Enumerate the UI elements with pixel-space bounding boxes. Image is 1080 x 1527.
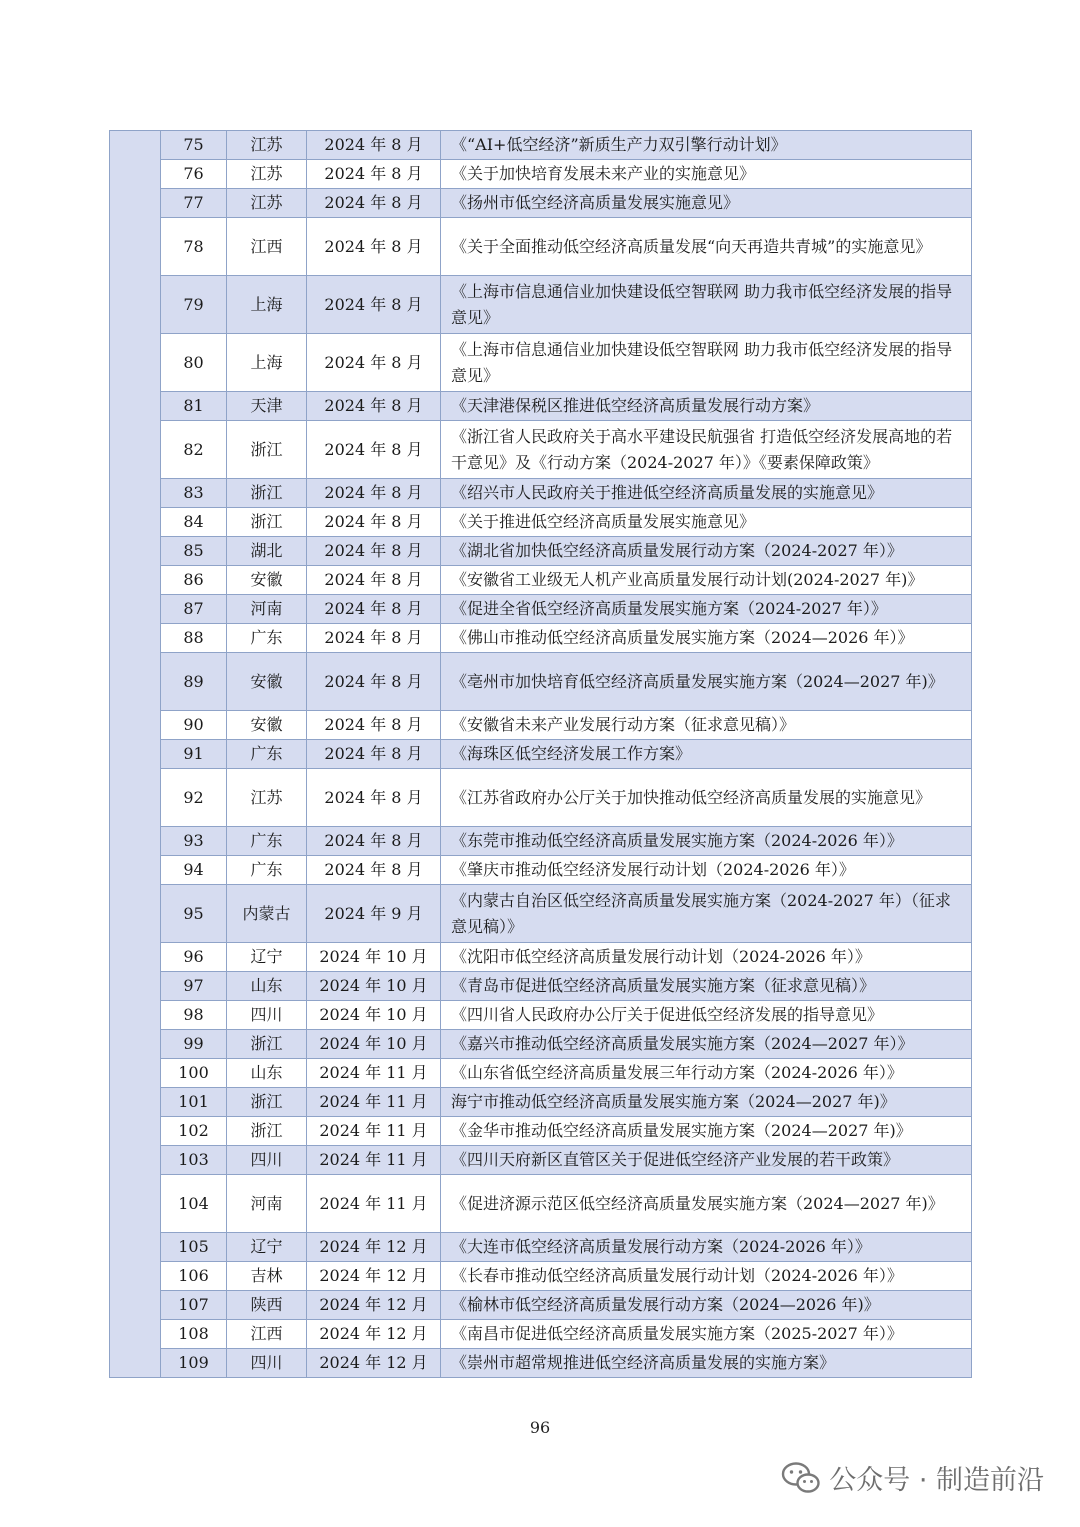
policy-title-cell: 《天津港保税区推进低空经济高质量发展行动方案》 — [441, 392, 972, 421]
row-number-cell: 90 — [161, 711, 227, 740]
province-cell: 浙江 — [227, 421, 307, 479]
row-number-cell: 84 — [161, 508, 227, 537]
province-cell: 辽宁 — [227, 943, 307, 972]
row-number-cell: 95 — [161, 885, 227, 943]
row-number-cell: 87 — [161, 595, 227, 624]
policy-title-cell: 《长春市推动低空经济高质量发展行动计划（2024-2026 年）》 — [441, 1262, 972, 1291]
province-cell: 安徽 — [227, 566, 307, 595]
date-cell: 2024 年 8 月 — [307, 421, 441, 479]
row-number-cell: 94 — [161, 856, 227, 885]
province-cell: 四川 — [227, 1349, 307, 1378]
date-cell: 2024 年 10 月 — [307, 972, 441, 1001]
date-cell: 2024 年 10 月 — [307, 943, 441, 972]
row-number-cell: 83 — [161, 479, 227, 508]
policy-title-cell: 《亳州市加快培育低空经济高质量发展实施方案（2024—2027 年)》 — [441, 653, 972, 711]
row-number-cell: 88 — [161, 624, 227, 653]
date-cell: 2024 年 12 月 — [307, 1262, 441, 1291]
date-cell: 2024 年 8 月 — [307, 392, 441, 421]
province-cell: 山东 — [227, 972, 307, 1001]
policy-title-cell: 《关于加快培育发展未来产业的实施意见》 — [441, 160, 972, 189]
date-cell: 2024 年 8 月 — [307, 566, 441, 595]
row-number-cell: 102 — [161, 1117, 227, 1146]
table-row — [110, 972, 972, 1001]
table-row — [110, 1349, 972, 1378]
table-row — [110, 160, 972, 189]
province-cell: 江西 — [227, 1320, 307, 1349]
province-cell: 安徽 — [227, 653, 307, 711]
category-cell — [110, 131, 161, 1378]
policy-title-cell: 《促进济源示范区低空经济高质量发展实施方案（2024—2027 年)》 — [441, 1175, 972, 1233]
date-cell: 2024 年 8 月 — [307, 131, 441, 160]
policy-title-cell: 《嘉兴市推动低空经济高质量发展实施方案（2024—2027 年）》 — [441, 1030, 972, 1059]
province-cell: 江苏 — [227, 131, 307, 160]
table-row — [110, 508, 972, 537]
footer-account-label: 公众号 · 制造前沿 — [829, 1465, 1044, 1496]
table-row — [110, 334, 972, 392]
table-row — [110, 885, 972, 943]
policy-title-cell: 《安徽省未来产业发展行动方案（征求意见稿）》 — [441, 711, 972, 740]
row-number-cell: 93 — [161, 827, 227, 856]
table-row — [110, 653, 972, 711]
province-cell: 天津 — [227, 392, 307, 421]
policy-title-cell: 《四川省人民政府办公厅关于促进低空经济发展的指导意见》 — [441, 1001, 972, 1030]
table-row — [110, 218, 972, 276]
date-cell: 2024 年 9 月 — [307, 885, 441, 943]
province-cell: 安徽 — [227, 711, 307, 740]
province-cell: 浙江 — [227, 1117, 307, 1146]
province-cell: 广东 — [227, 856, 307, 885]
wechat-footer — [781, 1458, 1044, 1497]
table-row — [110, 421, 972, 479]
table-row — [110, 1059, 972, 1088]
date-cell: 2024 年 12 月 — [307, 1233, 441, 1262]
policy-title-cell: 《促进全省低空经济高质量发展实施方案（2024-2027 年）》 — [441, 595, 972, 624]
date-cell: 2024 年 8 月 — [307, 537, 441, 566]
policy-title-cell: 《关于推进低空经济高质量发展实施意见》 — [441, 508, 972, 537]
row-number-cell: 109 — [161, 1349, 227, 1378]
date-cell: 2024 年 8 月 — [307, 479, 441, 508]
policy-title-cell: 《“AI+低空经济”新质生产力双引擎行动计划》 — [441, 131, 972, 160]
policy-title-cell: 《四川天府新区直管区关于促进低空经济产业发展的若干政策》 — [441, 1146, 972, 1175]
table-row — [110, 769, 972, 827]
policy-title-cell: 《上海市信息通信业加快建设低空智联网 助力我市低空经济发展的指导意见》 — [441, 334, 972, 392]
row-number-cell: 81 — [161, 392, 227, 421]
row-number-cell: 86 — [161, 566, 227, 595]
table-row — [110, 566, 972, 595]
row-number-cell: 79 — [161, 276, 227, 334]
table-row — [110, 1001, 972, 1030]
policy-title-cell: 海宁市推动低空经济高质量发展实施方案（2024—2027 年)》 — [441, 1088, 972, 1117]
row-number-cell: 96 — [161, 943, 227, 972]
policy-title-cell: 《内蒙古自治区低空经济高质量发展实施方案（2024-2027 年）（征求意见稿）》 — [441, 885, 972, 943]
province-cell: 吉林 — [227, 1262, 307, 1291]
table-row — [110, 1291, 972, 1320]
row-number-cell: 101 — [161, 1088, 227, 1117]
province-cell: 江西 — [227, 218, 307, 276]
policy-title-cell: 《江苏省政府办公厅关于加快推动低空经济高质量发展的实施意见》 — [441, 769, 972, 827]
province-cell: 江苏 — [227, 189, 307, 218]
row-number-cell: 106 — [161, 1262, 227, 1291]
table-row — [110, 537, 972, 566]
province-cell: 上海 — [227, 334, 307, 392]
policy-title-cell: 《湖北省加快低空经济高质量发展行动方案（2024-2027 年）》 — [441, 537, 972, 566]
row-number-cell: 85 — [161, 537, 227, 566]
date-cell: 2024 年 12 月 — [307, 1349, 441, 1378]
row-number-cell: 82 — [161, 421, 227, 479]
policy-title-cell: 《佛山市推动低空经济高质量发展实施方案（2024—2026 年）》 — [441, 624, 972, 653]
page-number: 96 — [529, 1418, 551, 1437]
row-number-cell: 97 — [161, 972, 227, 1001]
policy-title-cell: 《金华市推动低空经济高质量发展实施方案（2024—2027 年)》 — [441, 1117, 972, 1146]
province-cell: 浙江 — [227, 508, 307, 537]
row-number-cell: 100 — [161, 1059, 227, 1088]
policy-title-cell: 《浙江省人民政府关于高水平建设民航强省 打造低空经济发展高地的若干意见》及《行动方案（2024-2027 年）》《要素保障政策》 — [441, 421, 972, 479]
date-cell: 2024 年 12 月 — [307, 1291, 441, 1320]
date-cell: 2024 年 10 月 — [307, 1001, 441, 1030]
province-cell: 上海 — [227, 276, 307, 334]
row-number-cell: 76 — [161, 160, 227, 189]
row-number-cell: 107 — [161, 1291, 227, 1320]
table-row — [110, 479, 972, 508]
row-number-cell: 105 — [161, 1233, 227, 1262]
date-cell: 2024 年 8 月 — [307, 160, 441, 189]
row-number-cell: 91 — [161, 740, 227, 769]
date-cell: 2024 年 11 月 — [307, 1175, 441, 1233]
row-number-cell: 108 — [161, 1320, 227, 1349]
policy-title-cell: 《扬州市低空经济高质量发展实施意见》 — [441, 189, 972, 218]
date-cell: 2024 年 11 月 — [307, 1146, 441, 1175]
table-row — [110, 1262, 972, 1291]
policy-title-cell: 《海珠区低空经济发展工作方案》 — [441, 740, 972, 769]
table-row — [110, 1146, 972, 1175]
policy-title-cell: 《榆林市低空经济高质量发展行动方案（2024—2026 年)》 — [441, 1291, 972, 1320]
date-cell: 2024 年 8 月 — [307, 508, 441, 537]
row-number-cell: 98 — [161, 1001, 227, 1030]
table-row — [110, 1088, 972, 1117]
row-number-cell: 99 — [161, 1030, 227, 1059]
province-cell: 浙江 — [227, 1088, 307, 1117]
province-cell: 湖北 — [227, 537, 307, 566]
table-row — [110, 276, 972, 334]
province-cell: 内蒙古 — [227, 885, 307, 943]
policy-title-cell: 《肇庆市推动低空经济发展行动计划（2024-2026 年）》 — [441, 856, 972, 885]
date-cell: 2024 年 8 月 — [307, 276, 441, 334]
date-cell: 2024 年 8 月 — [307, 827, 441, 856]
row-number-cell: 78 — [161, 218, 227, 276]
policy-title-cell: 《关于全面推动低空经济高质量发展“向天再造共青城”的实施意见》 — [441, 218, 972, 276]
date-cell: 2024 年 8 月 — [307, 740, 441, 769]
date-cell: 2024 年 8 月 — [307, 595, 441, 624]
table-row — [110, 827, 972, 856]
province-cell: 山东 — [227, 1059, 307, 1088]
table-row — [110, 392, 972, 421]
date-cell: 2024 年 8 月 — [307, 653, 441, 711]
row-number-cell: 92 — [161, 769, 227, 827]
date-cell: 2024 年 8 月 — [307, 218, 441, 276]
date-cell: 2024 年 8 月 — [307, 711, 441, 740]
date-cell: 2024 年 11 月 — [307, 1117, 441, 1146]
province-cell: 陕西 — [227, 1291, 307, 1320]
policy-title-cell: 《上海市信息通信业加快建设低空智联网 助力我市低空经济发展的指导意见》 — [441, 276, 972, 334]
date-cell: 2024 年 8 月 — [307, 856, 441, 885]
province-cell: 河南 — [227, 595, 307, 624]
date-cell: 2024 年 11 月 — [307, 1059, 441, 1088]
policy-title-cell: 《青岛市促进低空经济高质量发展实施方案（征求意见稿）》 — [441, 972, 972, 1001]
table-row — [110, 189, 972, 218]
table-row — [110, 1117, 972, 1146]
row-number-cell: 104 — [161, 1175, 227, 1233]
policy-title-cell: 《沈阳市低空经济高质量发展行动计划（2024-2026 年）》 — [441, 943, 972, 972]
province-cell: 浙江 — [227, 1030, 307, 1059]
table-row — [110, 1320, 972, 1349]
table-row — [110, 1030, 972, 1059]
table-row — [110, 131, 972, 160]
table-row — [110, 856, 972, 885]
province-cell: 四川 — [227, 1001, 307, 1030]
table-row — [110, 624, 972, 653]
policy-table — [109, 130, 972, 1378]
row-number-cell: 77 — [161, 189, 227, 218]
province-cell: 广东 — [227, 827, 307, 856]
province-cell: 广东 — [227, 624, 307, 653]
row-number-cell: 103 — [161, 1146, 227, 1175]
province-cell: 河南 — [227, 1175, 307, 1233]
policy-title-cell: 《安徽省工业级无人机产业高质量发展行动计划(2024-2027 年)》 — [441, 566, 972, 595]
table-row — [110, 1233, 972, 1262]
date-cell: 2024 年 12 月 — [307, 1320, 441, 1349]
wechat-icon — [781, 1461, 821, 1495]
date-cell: 2024 年 8 月 — [307, 769, 441, 827]
policy-title-cell: 《山东省低空经济高质量发展三年行动方案（2024-2026 年）》 — [441, 1059, 972, 1088]
province-cell: 四川 — [227, 1146, 307, 1175]
date-cell: 2024 年 8 月 — [307, 189, 441, 218]
policy-title-cell: 《绍兴市人民政府关于推进低空经济高质量发展的实施意见》 — [441, 479, 972, 508]
policy-title-cell: 《大连市低空经济高质量发展行动方案（2024-2026 年）》 — [441, 1233, 972, 1262]
date-cell: 2024 年 11 月 — [307, 1088, 441, 1117]
policy-title-cell: 《东莞市推动低空经济高质量发展实施方案（2024-2026 年）》 — [441, 827, 972, 856]
policy-title-cell: 《南昌市促进低空经济高质量发展实施方案（2025-2027 年）》 — [441, 1320, 972, 1349]
policy-title-cell: 《崇州市超常规推进低空经济高质量发展的实施方案》 — [441, 1349, 972, 1378]
table-row — [110, 711, 972, 740]
row-number-cell: 75 — [161, 131, 227, 160]
table-row — [110, 740, 972, 769]
province-cell: 广东 — [227, 740, 307, 769]
province-cell: 江苏 — [227, 160, 307, 189]
province-cell: 辽宁 — [227, 1233, 307, 1262]
province-cell: 浙江 — [227, 479, 307, 508]
table-row — [110, 1175, 972, 1233]
table-row — [110, 595, 972, 624]
province-cell: 江苏 — [227, 769, 307, 827]
row-number-cell: 80 — [161, 334, 227, 392]
date-cell: 2024 年 8 月 — [307, 624, 441, 653]
date-cell: 2024 年 8 月 — [307, 334, 441, 392]
table-row — [110, 943, 972, 972]
row-number-cell: 89 — [161, 653, 227, 711]
date-cell: 2024 年 10 月 — [307, 1030, 441, 1059]
